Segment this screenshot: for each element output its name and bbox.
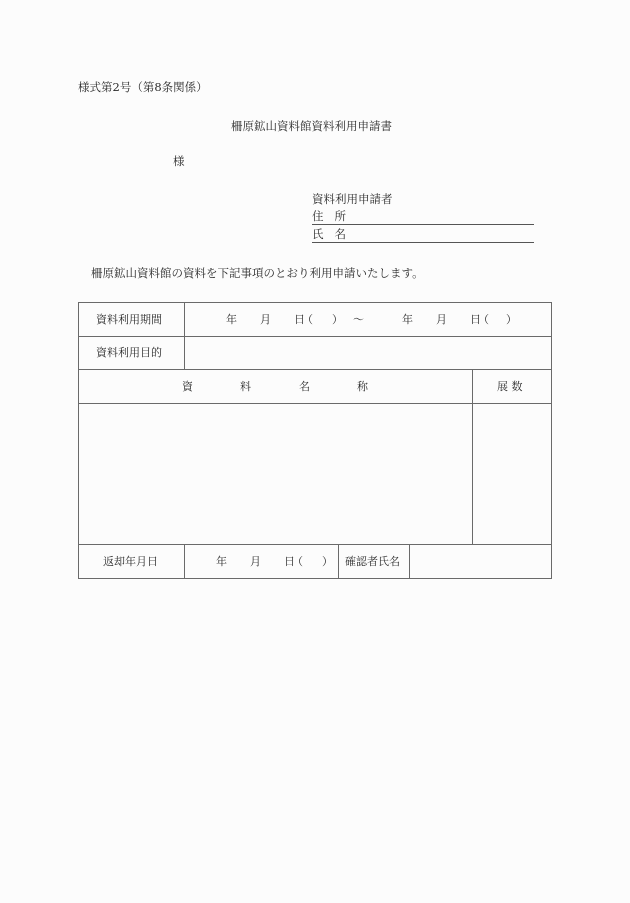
return-day-unit: 日 bbox=[284, 555, 295, 568]
intro-text: 柵原鉱山資料館の資料を下記事項のとおり利用申請いたします。 bbox=[91, 266, 424, 280]
return-year-unit: 年 bbox=[216, 555, 227, 568]
materials-name-header-char: 料 bbox=[240, 380, 251, 393]
confirmer-name-field[interactable] bbox=[410, 545, 551, 578]
address-field[interactable] bbox=[312, 207, 534, 225]
materials-name-header-char: 称 bbox=[357, 380, 368, 393]
materials-name-field[interactable] bbox=[79, 404, 472, 544]
confirmer-label: 確認者氏名 bbox=[345, 555, 400, 568]
table-border-bottom bbox=[78, 578, 552, 579]
return-date-field[interactable] bbox=[185, 545, 338, 578]
form-number: 様式第2号（第8条関係） bbox=[78, 80, 208, 94]
range-separator: ～ bbox=[353, 313, 364, 326]
period-label: 資料利用期間 bbox=[96, 313, 162, 326]
return-weekday-close: ） bbox=[322, 555, 333, 568]
purpose-field[interactable] bbox=[185, 337, 551, 369]
document-title: 柵原鉱山資料館資料利用申請書 bbox=[231, 119, 392, 133]
name-label: 氏名 bbox=[312, 226, 357, 241]
materials-name-header-char: 名 bbox=[299, 380, 310, 393]
to-weekday-open: （ bbox=[478, 313, 489, 326]
return-weekday-open: （ bbox=[292, 555, 303, 568]
from-year-unit: 年 bbox=[226, 313, 237, 326]
table-row-divider bbox=[78, 369, 552, 370]
return-month-unit: 月 bbox=[250, 555, 261, 568]
table-col-divider bbox=[338, 544, 339, 578]
from-month-unit: 月 bbox=[260, 313, 271, 326]
purpose-label: 資料利用目的 bbox=[96, 346, 162, 359]
to-weekday-close: ） bbox=[506, 313, 517, 326]
materials-count-header: 展 数 bbox=[497, 380, 523, 393]
name-field[interactable] bbox=[312, 225, 534, 243]
addressee-suffix: 様 bbox=[173, 154, 185, 168]
to-year-unit: 年 bbox=[402, 313, 413, 326]
materials-name-header-char: 資 bbox=[182, 380, 193, 393]
table-border-right bbox=[551, 302, 552, 579]
period-field[interactable] bbox=[185, 303, 551, 336]
address-label: 住所 bbox=[312, 208, 357, 223]
from-day-unit: 日 bbox=[294, 313, 305, 326]
applicant-label: 資料利用申請者 bbox=[312, 192, 393, 206]
from-weekday-close: ） bbox=[332, 313, 343, 326]
return-date-label: 返却年月日 bbox=[103, 555, 158, 568]
to-day-unit: 日 bbox=[470, 313, 481, 326]
from-weekday-open: （ bbox=[302, 313, 313, 326]
to-month-unit: 月 bbox=[436, 313, 447, 326]
materials-count-field[interactable] bbox=[473, 404, 551, 544]
